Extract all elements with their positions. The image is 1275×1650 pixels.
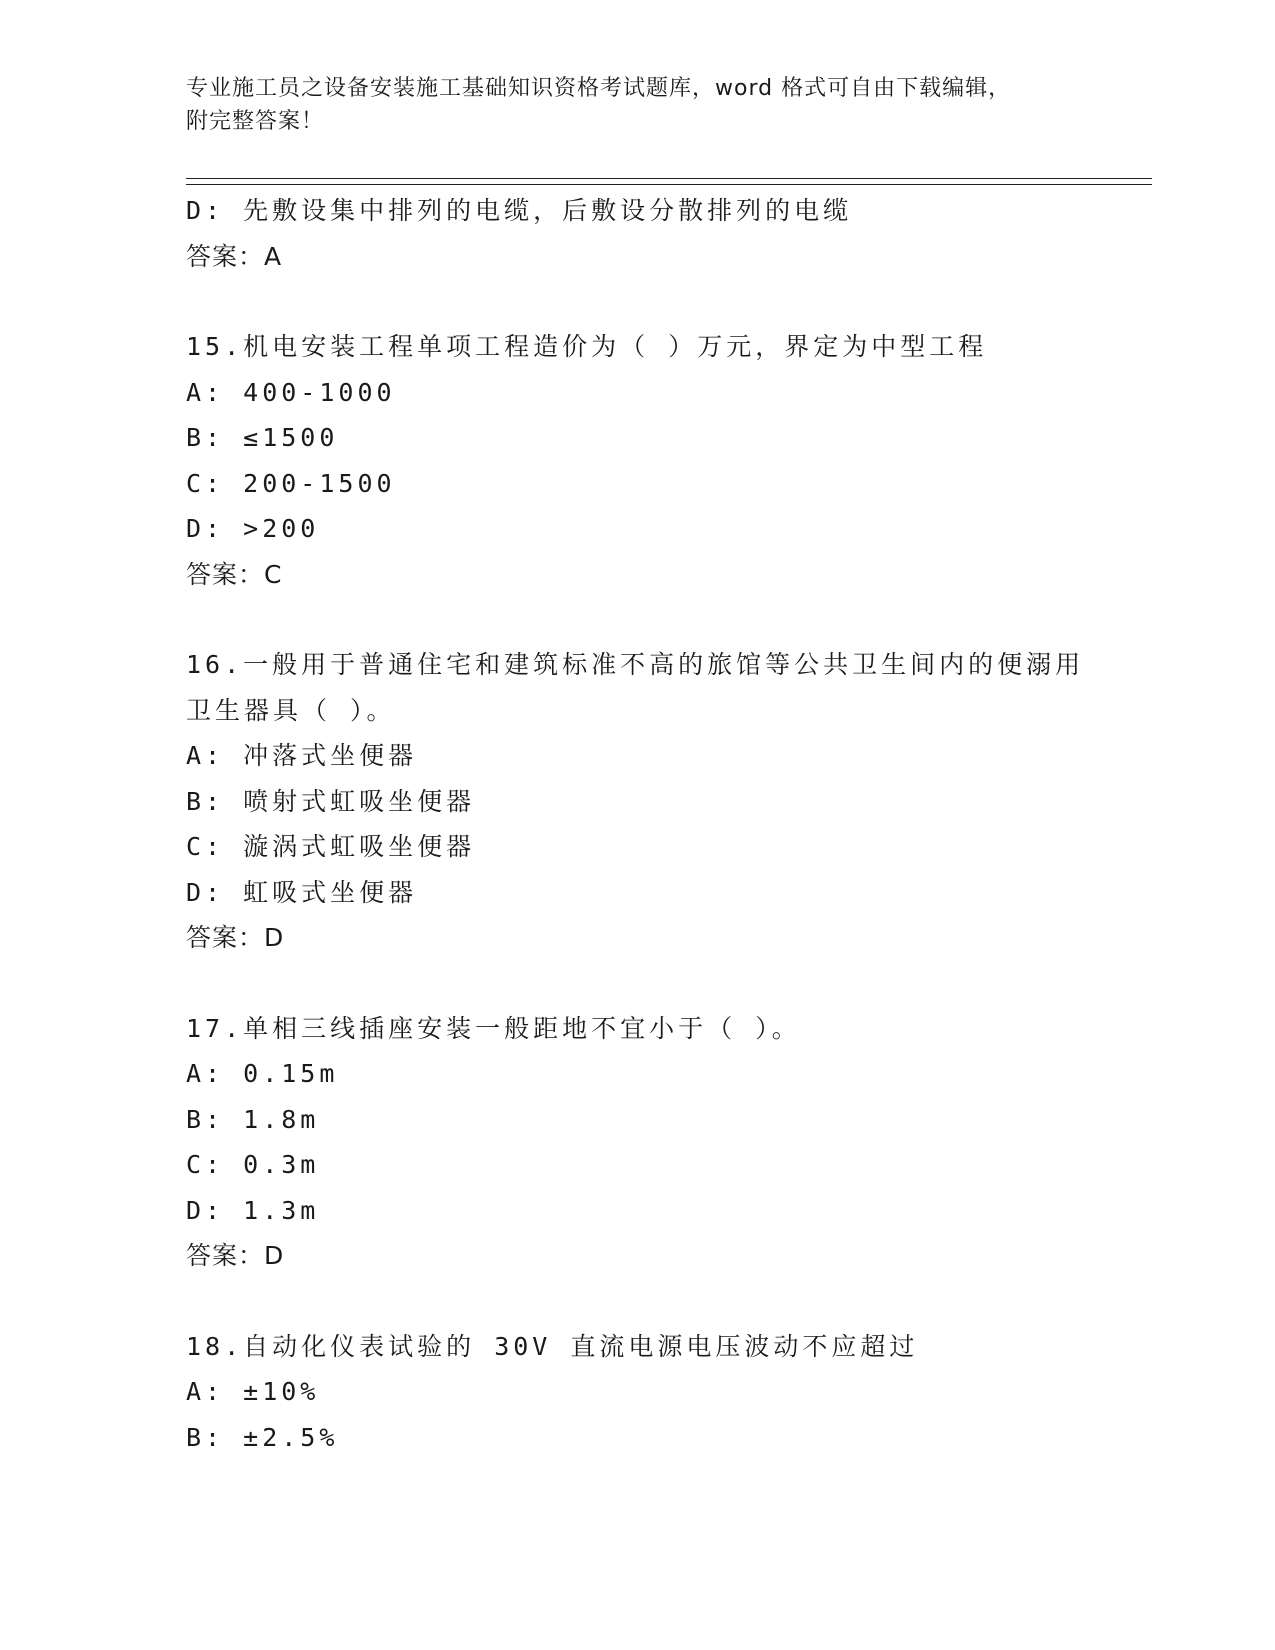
option-c: C: 0.3m: [186, 1150, 320, 1179]
question-15: [186, 324, 1152, 597]
question-stem-line-2: 卫生器具（ ）。: [186, 695, 396, 725]
option-c: C: 漩涡式虹吸坐便器: [186, 832, 476, 861]
answer-line: 答案：D: [186, 1241, 285, 1270]
header-line-2: 附完整答案！: [186, 109, 325, 134]
option-a: A: 400-1000: [186, 377, 396, 407]
lead-question-fragment: [186, 188, 1152, 279]
option-d: D: 虹吸式坐便器: [186, 877, 418, 907]
option-b: B: 喷射式虹吸坐便器: [186, 786, 476, 816]
header-divider-top: [186, 178, 1152, 179]
question-list: [186, 188, 1152, 1460]
option-a: A: 0.15m: [186, 1059, 339, 1088]
option-a: A: 冲落式坐便器: [186, 741, 418, 770]
question-18: [186, 1324, 1152, 1461]
answer-line: 答案：C: [186, 559, 283, 589]
option-d: D: 先敷设集中排列的电缆，后敷设分散排列的电缆: [186, 196, 853, 225]
answer-line: 答案：D: [186, 923, 285, 952]
option-d: D: >200: [186, 514, 320, 543]
option-d: D: 1.3m: [186, 1195, 320, 1225]
question-16: [186, 642, 1152, 961]
option-b: B: ≤1500: [186, 423, 339, 452]
option-c: C: 200-1500: [186, 468, 396, 498]
option-b: B: 1.8m: [186, 1104, 320, 1134]
option-a: A: ±10%: [186, 1377, 320, 1406]
document-header: [186, 72, 1066, 138]
question-stem: 15.机电安装工程单项工程造价为（ ）万元，界定为中型工程: [186, 332, 988, 361]
header-divider-bottom: [186, 184, 1152, 185]
header-line-1: 专业施工员之设备安装施工基础知识资格考试题库，word 格式可自由下载编辑，: [186, 76, 1012, 101]
question-stem: 17.单相三线插座安装一般距地不宜小于（ ）。: [186, 1013, 801, 1043]
question-stem: 18.自动化仪表试验的 30V 直流电源电压波动不应超过: [186, 1331, 919, 1361]
question-stem-line-1: 16.一般用于普通住宅和建筑标准不高的旅馆等公共卫生间内的便溺用: [186, 650, 1085, 679]
option-b: B: ±2.5%: [186, 1422, 339, 1452]
question-17: [186, 1006, 1152, 1279]
answer-line: 答案：A: [186, 241, 283, 271]
